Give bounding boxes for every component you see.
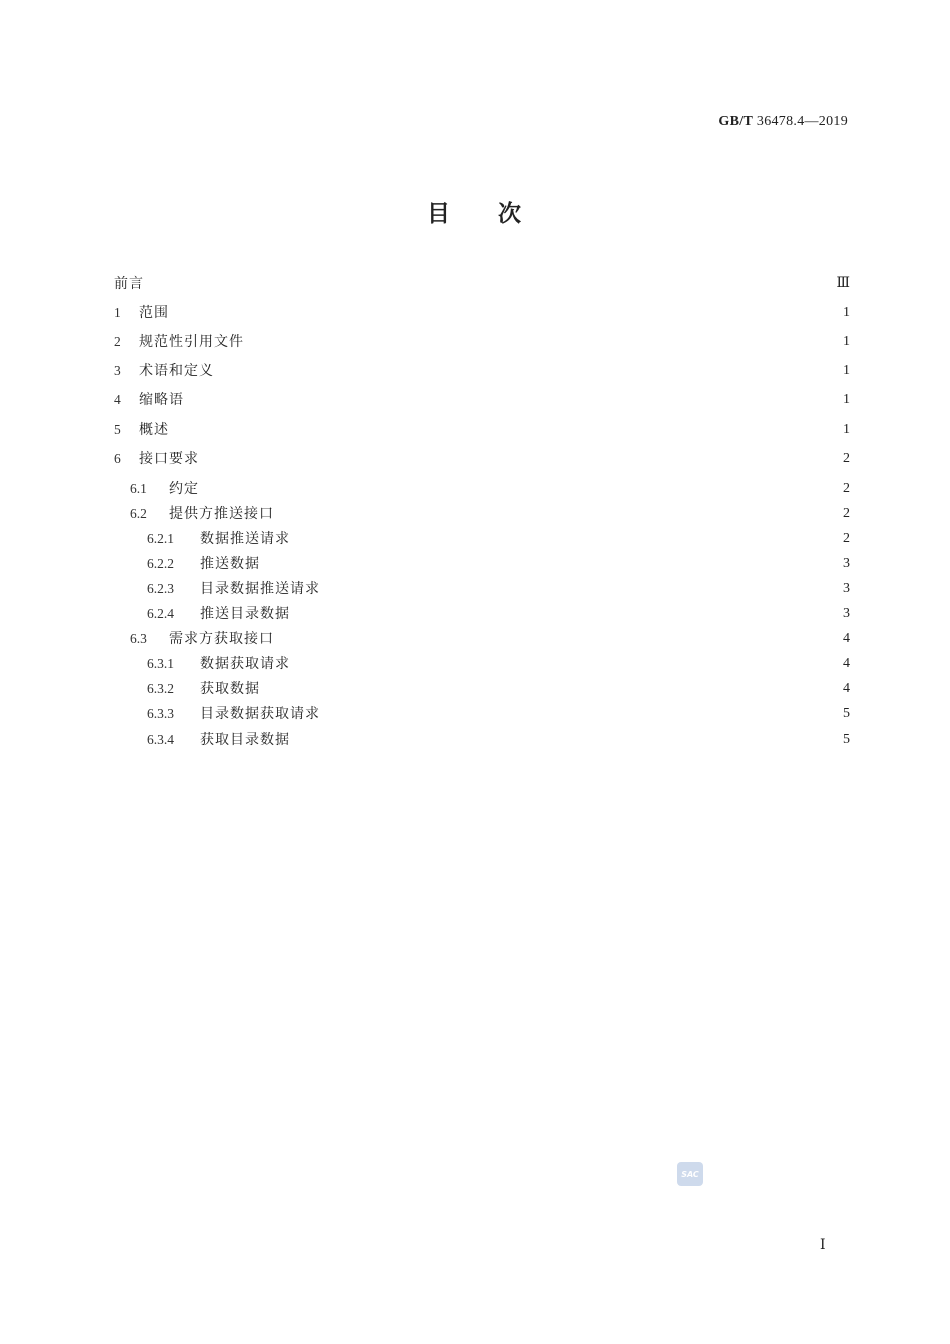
toc-page-number: 4 — [843, 631, 850, 646]
toc-page-number: 2 — [843, 481, 850, 496]
toc-entry-6-3-2[interactable] — [0, 679, 950, 699]
title-char-1: 目 — [427, 201, 452, 227]
standard-number — [718, 114, 848, 130]
toc-number: 1 — [114, 305, 121, 320]
toc-page-number: 5 — [843, 732, 850, 747]
toc-leader-dots — [300, 604, 830, 624]
title-char-2: 次 — [498, 201, 523, 227]
toc-number: 6.3.2 — [147, 681, 174, 696]
standard-prefix: GB/T — [718, 114, 754, 129]
toc-page-number: 1 — [843, 392, 850, 407]
toc-label: 缩略语 — [139, 392, 184, 408]
toc-leader-dots — [194, 390, 830, 410]
toc-label: 术语和定义 — [139, 363, 214, 379]
toc-entry-6-2-4[interactable] — [0, 604, 950, 624]
toc-page-number: 4 — [843, 656, 850, 671]
toc-leader-dots — [154, 274, 830, 294]
toc-number: 3 — [114, 363, 121, 378]
toc-leader-dots — [330, 579, 830, 599]
toc-label: 概述 — [139, 422, 169, 438]
toc-entry-6-2-3[interactable] — [0, 579, 950, 599]
toc-number: 6.1 — [130, 481, 147, 496]
sac-logo-icon — [677, 1162, 703, 1186]
toc-page-number: 4 — [843, 681, 850, 696]
toc-number: 6.2.4 — [147, 606, 174, 621]
toc-label: 需求方获取接口 — [169, 631, 274, 647]
standard-code: 36478.4—2019 — [756, 114, 848, 129]
toc-leader-dots — [209, 449, 830, 469]
toc-page-number: 2 — [843, 531, 850, 546]
toc-label: 获取目录数据 — [200, 732, 290, 748]
toc-leader-dots — [270, 679, 830, 699]
toc-label: 提供方推送接口 — [169, 506, 274, 522]
toc-label: 数据获取请求 — [200, 656, 290, 672]
toc-entry-3[interactable] — [0, 361, 950, 381]
toc-number: 6.3.3 — [147, 706, 174, 721]
toc-leader-dots — [224, 361, 830, 381]
toc-number: 6.2.1 — [147, 531, 174, 546]
toc-page-number: 3 — [843, 556, 850, 571]
toc-entry-6-2[interactable] — [0, 504, 950, 524]
toc-leader-dots — [300, 654, 830, 674]
toc-number: 5 — [114, 422, 121, 437]
toc-page-number: 1 — [843, 334, 850, 349]
toc-entry-6-2-2[interactable] — [0, 554, 950, 574]
toc-page-number: Ⅲ — [836, 276, 850, 291]
toc-page-number: 3 — [843, 606, 850, 621]
toc-page-number: 2 — [843, 451, 850, 466]
toc-entry-6-3-4[interactable] — [0, 730, 950, 750]
toc-label: 接口要求 — [139, 451, 199, 467]
toc-number: 6.2.3 — [147, 581, 174, 596]
toc-entry-6[interactable] — [0, 449, 950, 469]
toc-page-number: 5 — [843, 706, 850, 721]
toc-label: 目录数据获取请求 — [200, 706, 320, 722]
toc-leader-dots — [284, 504, 830, 524]
toc-label: 前言 — [114, 276, 144, 292]
page-title — [0, 195, 950, 228]
toc-entry-4[interactable] — [0, 390, 950, 410]
toc-entry-2[interactable] — [0, 332, 950, 352]
toc-page-number: 2 — [843, 506, 850, 521]
toc-leader-dots — [179, 420, 830, 440]
toc-label: 推送目录数据 — [200, 606, 290, 622]
toc-leader-dots — [300, 529, 830, 549]
toc-leader-dots — [209, 479, 830, 499]
toc-leader-dots — [284, 629, 830, 649]
toc-entry-1[interactable] — [0, 303, 950, 323]
toc-page-number: 1 — [843, 305, 850, 320]
toc-page-number: 3 — [843, 581, 850, 596]
toc-page-number: 1 — [843, 422, 850, 437]
toc-label: 规范性引用文件 — [139, 334, 244, 350]
toc-number: 6.3 — [130, 631, 147, 646]
toc-number: 6 — [114, 451, 121, 466]
toc-number: 2 — [114, 334, 121, 349]
toc-label: 获取数据 — [200, 681, 260, 697]
toc-leader-dots — [300, 730, 830, 750]
toc-entry-6-3-3[interactable] — [0, 704, 950, 724]
toc-label: 数据推送请求 — [200, 531, 290, 547]
toc-entry-foreword[interactable] — [0, 274, 950, 294]
toc-leader-dots — [254, 332, 830, 352]
toc-entry-6-2-1[interactable] — [0, 529, 950, 549]
toc-number: 6.2 — [130, 506, 147, 521]
toc-number: 6.3.4 — [147, 732, 174, 747]
toc-leader-dots — [270, 554, 830, 574]
toc-entry-6-3[interactable] — [0, 629, 950, 649]
toc-label: 范围 — [139, 305, 169, 321]
toc-leader-dots — [330, 704, 830, 724]
toc-leader-dots — [179, 303, 830, 323]
logo-text: SAC — [681, 1169, 699, 1179]
toc-label: 推送数据 — [200, 556, 260, 572]
toc-number: 6.3.1 — [147, 656, 174, 671]
toc-number: 4 — [114, 392, 121, 407]
toc-page-number: 1 — [843, 363, 850, 378]
toc-entry-5[interactable] — [0, 420, 950, 440]
toc-label: 约定 — [169, 481, 199, 497]
toc-entry-6-3-1[interactable] — [0, 654, 950, 674]
toc-label: 目录数据推送请求 — [200, 581, 320, 597]
page-number: Ⅰ — [820, 1238, 826, 1253]
toc-entry-6-1[interactable] — [0, 479, 950, 499]
toc-number: 6.2.2 — [147, 556, 174, 571]
